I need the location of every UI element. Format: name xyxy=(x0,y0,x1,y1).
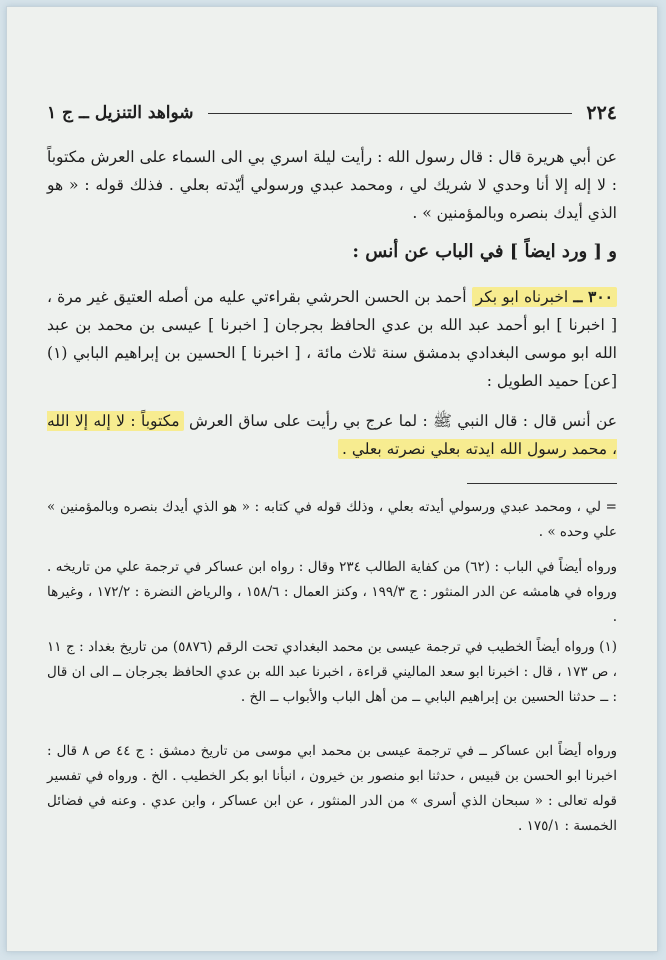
section-heading: و [ ورد ايضاً ] في الباب عن أنس : xyxy=(352,241,617,262)
hadith-number: ٣٠٠ ــ xyxy=(573,287,613,306)
book-page xyxy=(6,6,658,952)
hadith-abu-hurayra: عن أبي هريرة قال : قال رسول الله : رأيت ليلة اسري بي الى السماء على العرش مكتوباً : لا إله إلا أنا وحدي لا شريك لي ، ومحمد عبدي ورسولي أيّدته بعلي . فذلك قوله : « هو الذي أيدك بنصره وبالمؤمنين » . xyxy=(47,148,617,222)
footnote-separator xyxy=(467,483,617,484)
footnote-ibn-asakir: ورواه أيضاً ابن عساكر ــ في ترجمة عيسى بن محمد ابي موسى من تاريخ دمشق : ج ٤٤ ص ٨ قال : اخبرنا ابو الحسن بن قبيس ، حدثنا ابو منصور بن خيرون ، انبأنا ابو بكر الخطيب . الخ . ورواه في تفسير قوله تعالى : « سبحان الذي أسرى » من الدر المنثور ، عن ابن عساكر ، وابن عدي . وعنه في فضائل الخمسة : ١٧٥/١ . xyxy=(47,743,617,834)
highlight-anas-text: مكتوباً : لا إله إلا الله ، محمد رسول الله ايدته بعلي نصرته بعلي . xyxy=(47,412,617,458)
hadith-chain-text: أحمد بن الحسن الحرشي بقراءتي عليه من أصله العتيق غير مرة ، [ اخبرنا ] ابو أحمد عبد الله بن عدي الحافظ بجرجان [ اخبرنا ] عيسى بن محمد بن عبد الله ابو موسى البغدادي بدمشق سنة ثلاث مائة ، [ اخبرنا ] الحسين بن إبراهيم البابي (١) [عن] حميد الطويل : xyxy=(47,288,617,390)
hadith-300-chain xyxy=(47,283,617,395)
page-number: ٢٢٤ xyxy=(586,102,617,124)
header-rule xyxy=(208,113,573,114)
footnote-1-khatib: (١) ورواه أيضاً الخطيب في ترجمة عيسى بن محمد البغدادي تحت الرقم (٥٨٧٦) من تاريخ بغداد : ج ١١ ، ص ١٧٣ ، قال : اخبرنا ابو سعد الماليني قراءة ، اخبرنا عبد الله بن عدي الحافظ بجرجان ــ الى ان قال : ــ حدثنا الحسين بن إبراهيم البابي ــ من أهل الباب والأبواب ــ الخ . xyxy=(47,639,617,705)
running-header xyxy=(47,101,617,125)
anas-text: عن أنس قال : قال النبي ﷺ : لما عرج بي رأيت على ساق العرش xyxy=(188,412,617,430)
book-title: شواهد التنزيل ــ ج ١ xyxy=(47,103,194,123)
hadith-anas xyxy=(47,407,617,463)
highlight-hadith-start xyxy=(472,287,617,307)
hadith-opening: اخبرناه ابو بكر xyxy=(475,288,569,306)
footnote-continuation: = لي ، ومحمد عبدي ورسولي أيدته بعلي ، وذلك قوله في كتابه : « هو الذي أيدك بنصره وبالمؤمنين » علي وحده » . xyxy=(47,499,617,540)
footnote-kifayat: ورواه أيضاً في الباب : (٦٢) من كفاية الطالب ٢٣٤ وقال : رواه ابن عساكر في ترجمة علي من تاريخه . ورواه في هامشه عن الدر المنثور : ج ١٩٩/٣ ، وكنز العمال : ١٥٨/٦ ، والرياض النضرة : ١٧٢/٢ ، وغيرها . xyxy=(47,559,618,625)
